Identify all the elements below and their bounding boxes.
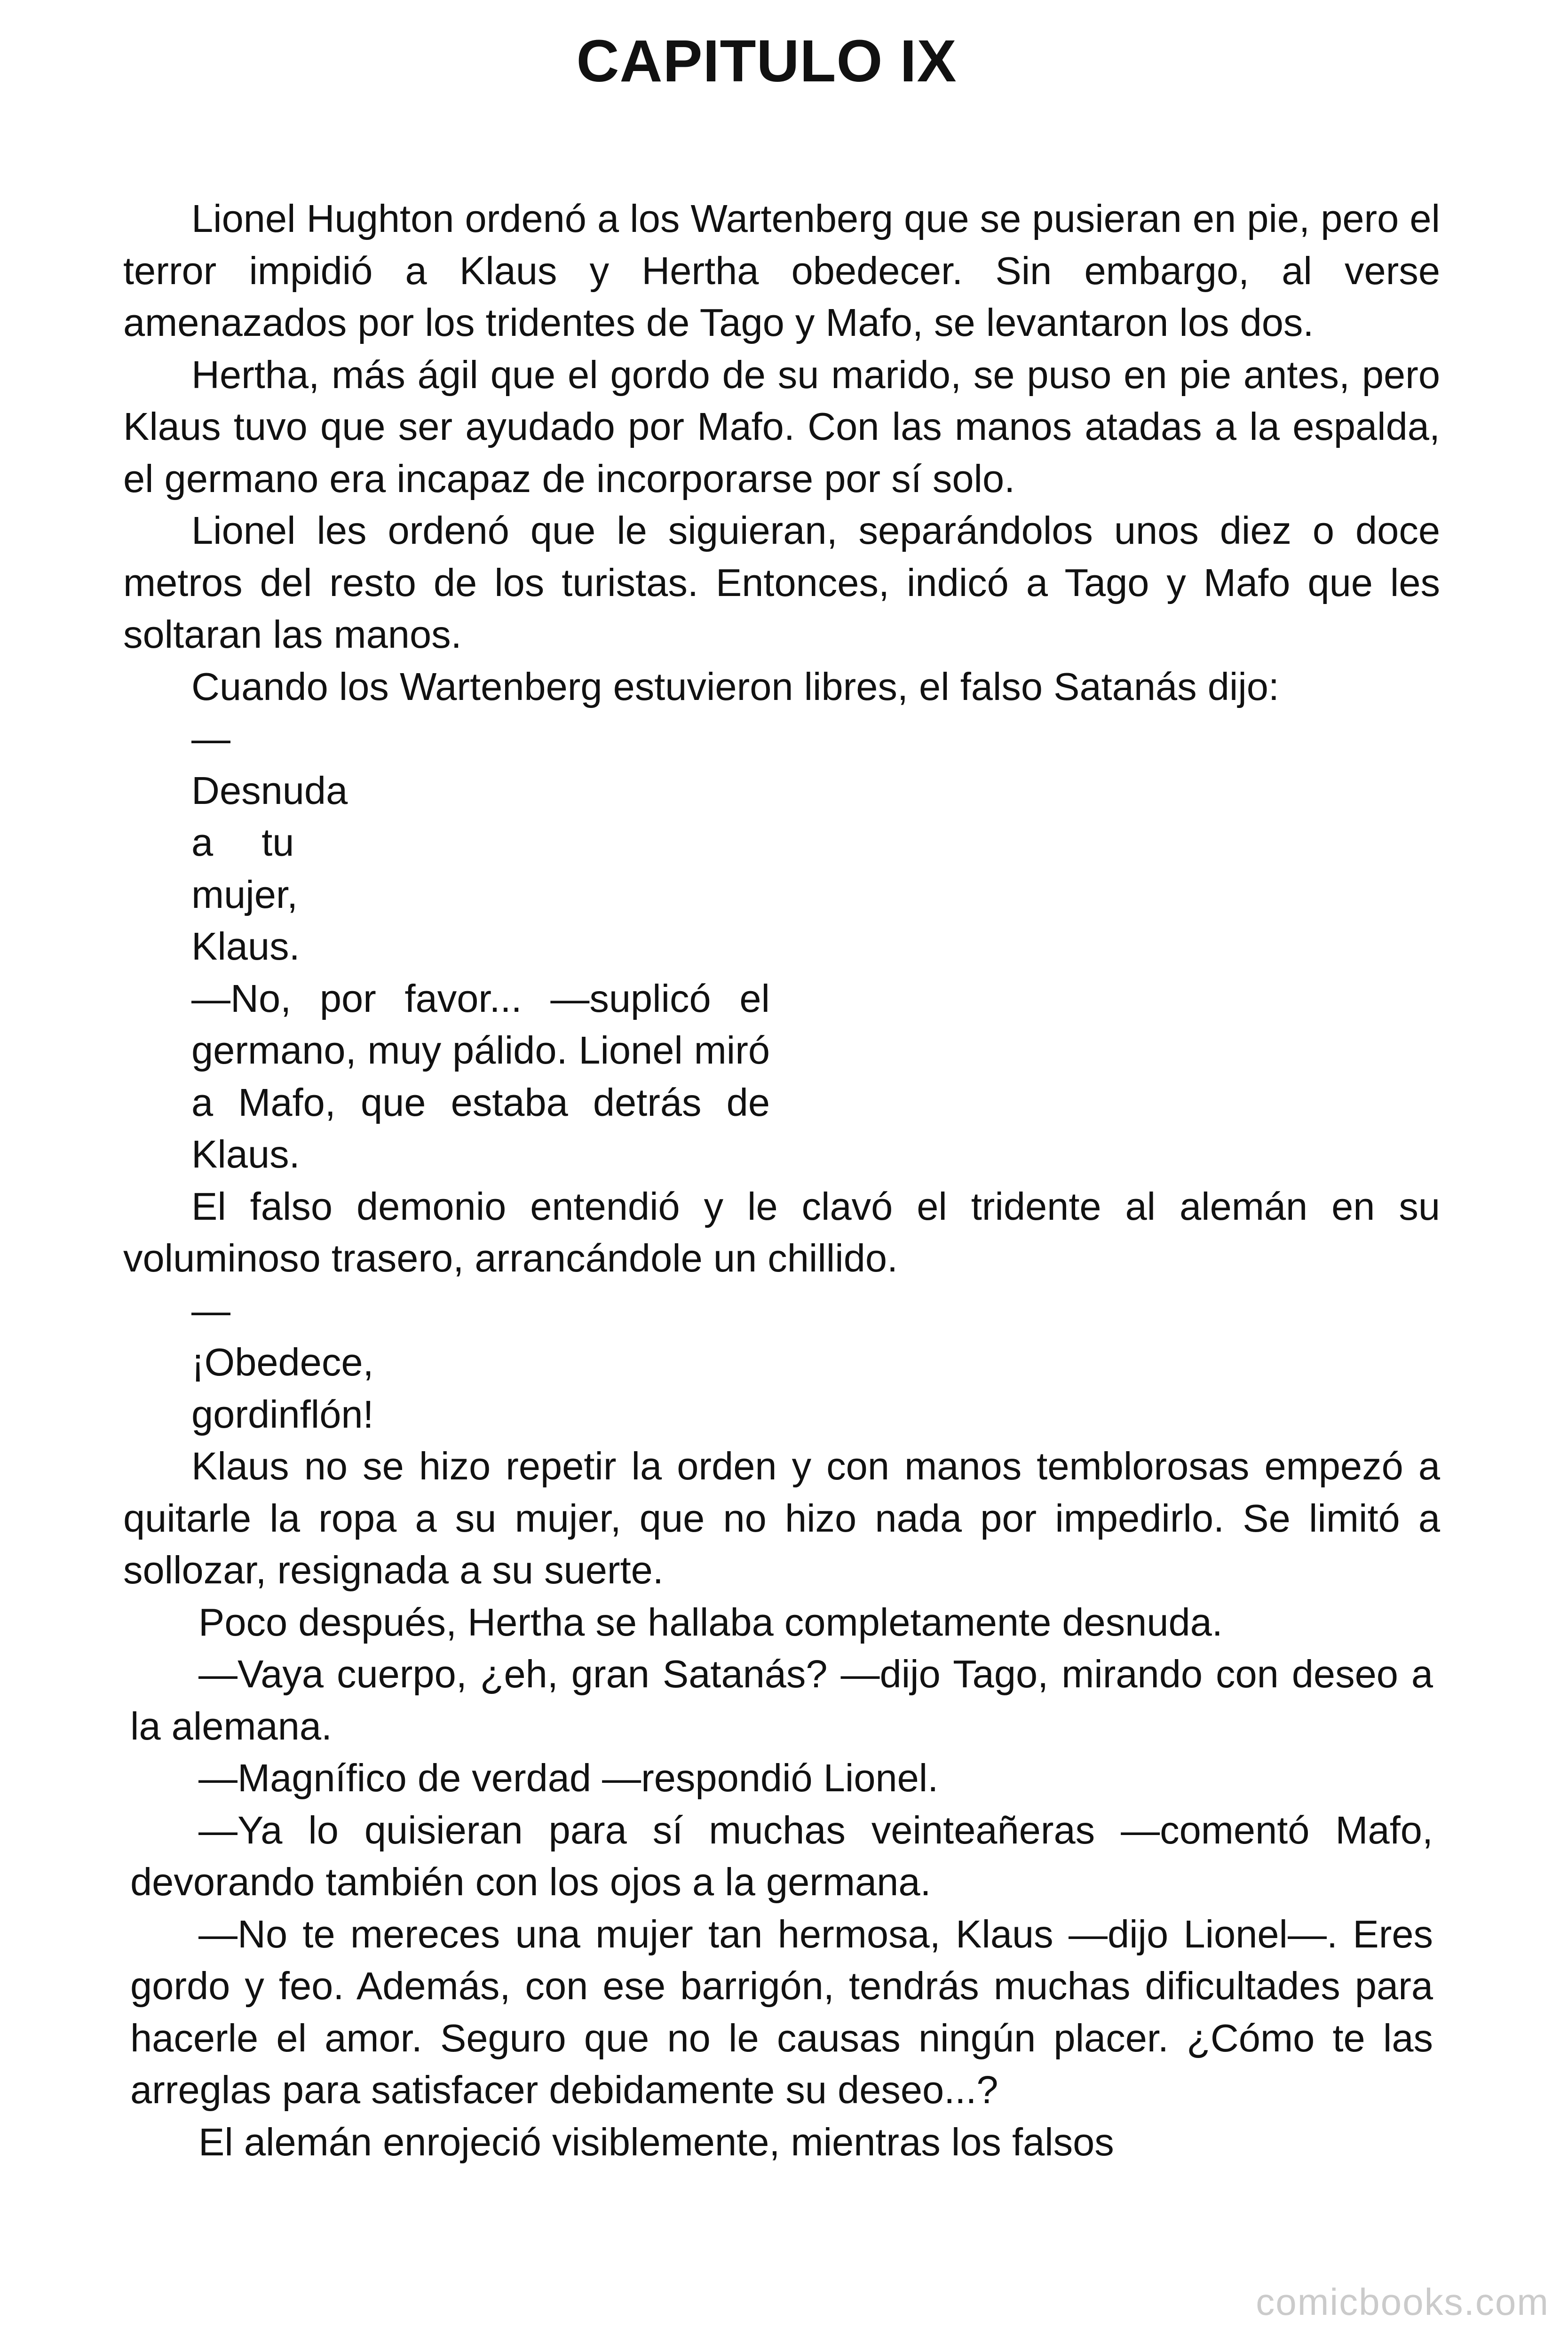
paragraph: Lionel les ordenó que le siguieran, separándolos unos diez o doce metros del resto de los turistas. Entonces, indicó a Tago y Mafo que les soltaran las manos. [123, 509, 1440, 656]
dialogue-dash: — [191, 716, 230, 760]
dialogue-dash: — [191, 1288, 230, 1332]
paragraph: —Magnífico de verdad —respondió Lionel. [198, 1756, 939, 1800]
paragraph: —Vaya cuerpo, ¿eh, gran Satanás? —dijo Tago, mirando con deseo a la alemana. [130, 1652, 1433, 1748]
paragraph: Cuando los Wartenberg estuvieron libres, el falso Satanás dijo: [191, 664, 1279, 708]
dialogue-fragment: a tu [191, 820, 294, 864]
paragraph: —Ya lo quisieran para sí muchas veinteañeras —comentó Mafo, devorando también con los ojos a la germana. [130, 1808, 1433, 1904]
dialogue-fragment: gordinflón! [191, 1392, 374, 1436]
chapter-body [123, 193, 1440, 2168]
paragraph: El falso demonio entendió y le clavó el tridente al alemán en su voluminoso trasero, arrancándole un chillido. [123, 1184, 1440, 1280]
dialogue-fragment: Desnuda [191, 768, 348, 812]
paragraph: Klaus no se hizo repetir la orden y con manos temblorosas empezó a quitarle la ropa a su mujer, que no hizo nada por impedirlo. Se limitó a sollozar, resignada a su suerte. [123, 1444, 1440, 1592]
paragraph: Hertha, más ágil que el gordo de su marido, se puso en pie antes, pero Klaus tuvo que ser ayudado por Mafo. Con las manos atadas a la espalda, el germano era incapaz de incorporarse por sí solo. [123, 352, 1440, 501]
paragraph: —No te mereces una mujer tan hermosa, Klaus —dijo Lionel—. Eres gordo y feo. Además, con ese barrigón, tendrás muchas dificultades para hacerle el amor. Seguro que no le causas ningún placer. ¿Cómo te las arreglas para satisfacer debidamente su deseo...? [130, 1912, 1433, 2112]
paragraph: Poco después, Hertha se hallaba completamente desnuda. [198, 1600, 1223, 1644]
dialogue-fragment: mujer, [191, 872, 298, 916]
dialogue-fragment: Klaus. [191, 924, 300, 968]
paragraph: Lionel Hughton ordenó a los Wartenberg que se pusieran en pie, pero el terror impidió a Klaus y Hertha obedecer. Sin embargo, al verse amenazados por los tridentes de Tago y Mafo, se levantaron los dos. [123, 197, 1440, 344]
dialogue-fragment: ¡Obedece, [191, 1340, 374, 1384]
dialogue-paragraph: —No, por favor... —suplicó el germano, muy pálido. Lionel miró a Mafo, que estaba detrás de Klaus. [191, 976, 770, 1176]
paragraph: El alemán enrojeció visiblemente, mientras los falsos [198, 2120, 1114, 2164]
site-watermark: comicbooks.com [1256, 2281, 1549, 2323]
chapter-title: CAPITULO IX [576, 28, 957, 94]
